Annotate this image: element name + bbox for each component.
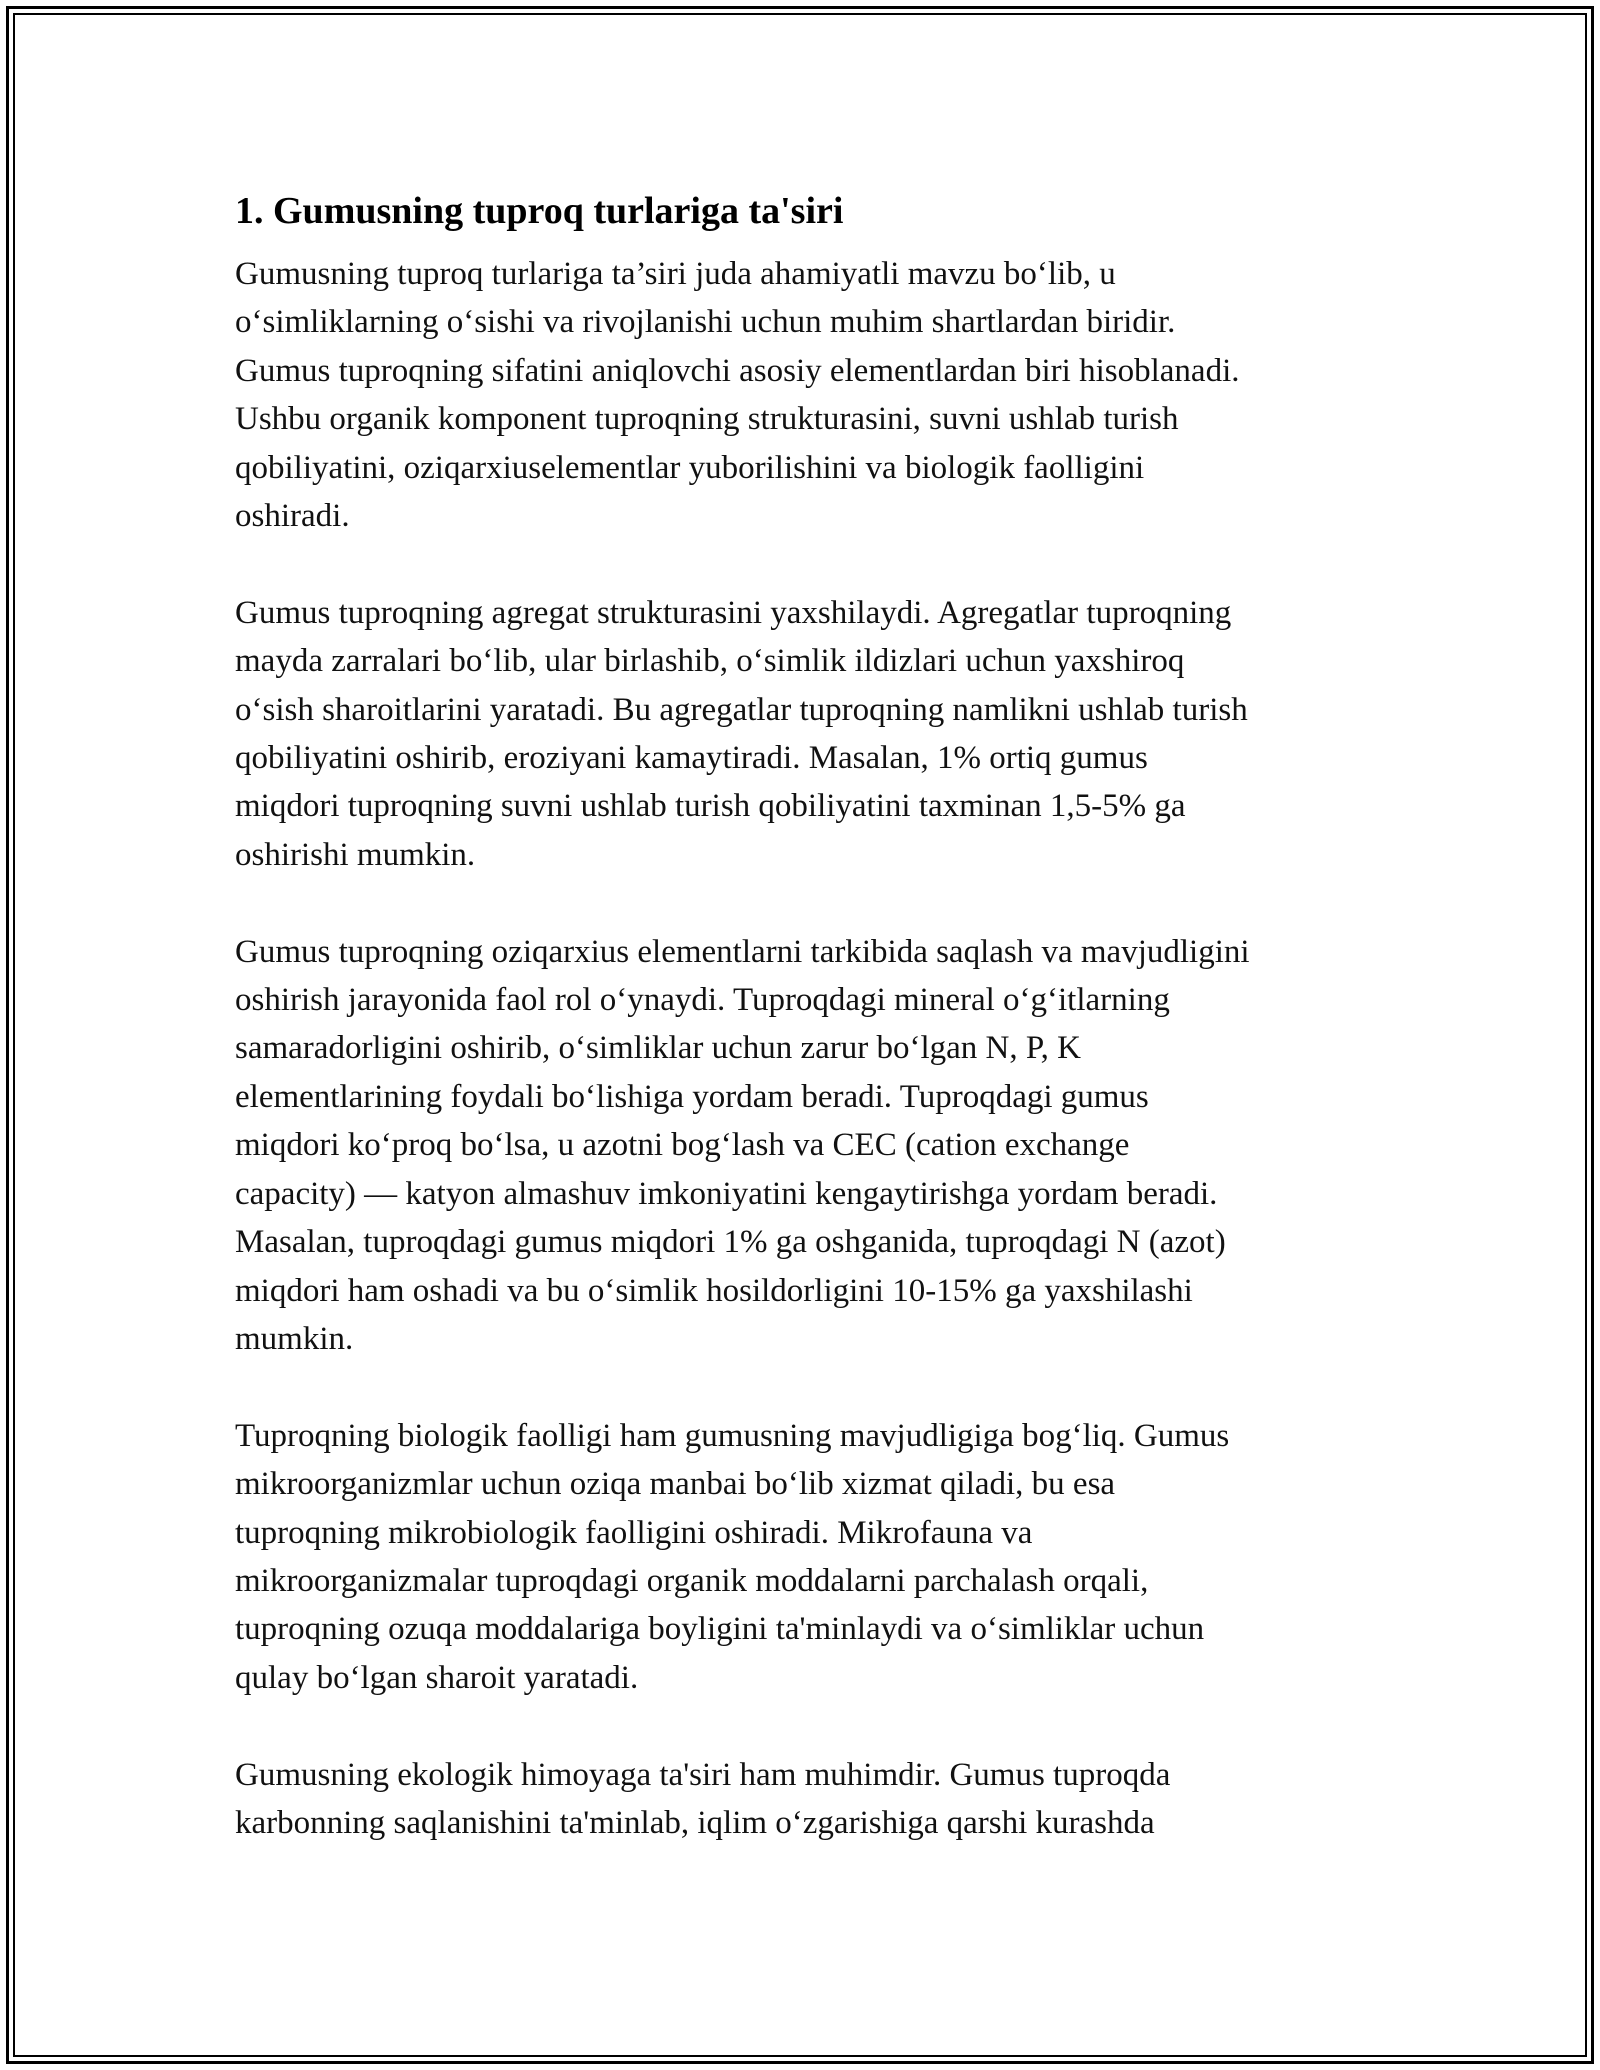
document-body: [235, 186, 1385, 1847]
paragraph-2: Gumus tuproqning agregat strukturasini yaxshilaydi. Agregatlar tuproqning mayda zarralari bo‘lib, ular birlashib, o‘simlik ildizlari uchun yaxshiroq o‘sish sharoitlarini yaratadi. Bu agregatlar tuproqning namlikni ushlab turish qobiliyatini oshirib, eroziyani kamaytiradi. Masalan, 1% ortiq gumus miqdori tuproqning suvni ushlab turish qobiliyatini taxminan 1,5-5% ga oshirishi mumkin.: [235, 594, 1248, 873]
paragraph-1: Gumusning tuproq turlariga ta’siri juda ahamiyatli mavzu bo‘lib, u o‘simliklarning o‘sishi va rivojlanishi uchun muhim shartlardan biridir. Gumus tuproqning sifatini aniqlovchi asosiy elementlardan biri hisoblanadi. Ushbu organik komponent tuproqning strukturasini, suvni ushlab turish qobiliyatini, oziqarxiuselementlar yuborilishini va biologik faolligini oshiradi.: [235, 256, 1240, 535]
section-heading: 1. Gumusning tuproq turlariga ta'siri: [235, 190, 844, 232]
paragraph-4: Tuproqning biologik faolligi ham gumusning mavjudligiga bog‘liq. Gumus mikroorganizmlar uchun oziqa manbai bo‘lib xizmat qiladi, bu esa tuproqning mikrobiologik faolligini oshiradi. Mikrofauna va mikroorganizmalar tuproqdagi organik moddalarni parchalash orqali, tuproqning ozuqa moddalariga boyligini ta'minlaydi va o‘simliklar uchun qulay bo‘lgan sharoit yaratadi.: [235, 1417, 1230, 1696]
paragraph-3: Gumus tuproqning oziqarxius elementlarni tarkibida saqlash va mavjudligini oshirish jarayonida faol rol o‘ynaydi. Tuproqdagi mineral o‘g‘itlarning samaradorligini oshirib, o‘simliklar uchun zarur bo‘lgan N, P, K elementlarining foydali bo‘lishiga yordam beradi. Tuproqdagi gumus miqdori ko‘proq bo‘lsa, u azotni bog‘lash va CEC (cation exchange capacity) — katyon almashuv imkoniyatini kengaytirishga yordam beradi. Masalan, tuproqdagi gumus miqdori 1% ga oshganida, tuproqdagi N (azot) miqdori ham oshadi va bu o‘simlik hosildorligini 10-15% ga yaxshilashi mumkin.: [235, 933, 1250, 1357]
paragraph-5: Gumusning ekologik himoyaga ta'siri ham muhimdir. Gumus tuproqda karbonning saqlanishini ta'minlab, iqlim o‘zgarishiga qarshi kurashda: [235, 1756, 1171, 1841]
